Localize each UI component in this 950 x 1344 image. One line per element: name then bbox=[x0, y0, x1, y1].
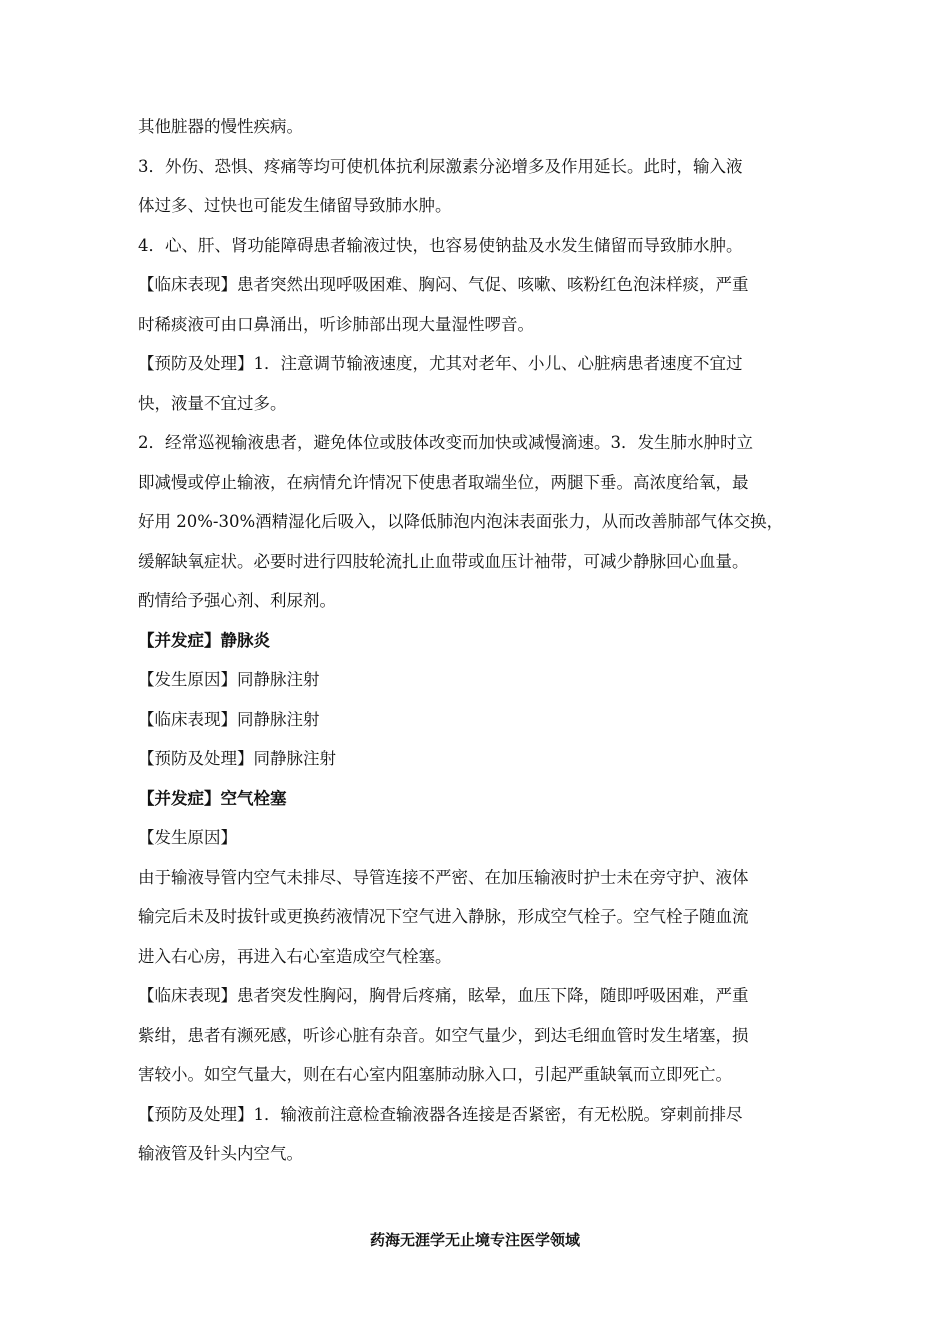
text-line: 快，液量不宜过多。 bbox=[138, 393, 287, 413]
text-line: 【临床表现】同静脉注射 bbox=[138, 709, 320, 729]
text-line: 缓解缺氧症状。必要时进行四肢轮流扎止血带或血压计袖带，可减少静脉回心血量。 bbox=[138, 551, 749, 571]
text-line: 即减慢或停止输液，在病情允许情况下使患者取端坐位，两腿下垂。高浓度给氧，最 bbox=[138, 472, 749, 492]
text-line: 由于输液导管内空气未排尽、导管连接不严密、在加压输液时护士未在旁守护、液体 bbox=[138, 867, 749, 887]
text-line: 【预防及处理】1．输液前注意检查输液器各连接是否紧密，有无松脱。穿刺前排尽 bbox=[138, 1104, 743, 1124]
text-line: 3．外伤、恐惧、疼痛等均可使机体抗利尿激素分泌增多及作用延长。此时，输入液 bbox=[138, 156, 743, 176]
section-heading: 【并发症】静脉炎 bbox=[138, 630, 270, 650]
text-line: 【临床表现】患者突发性胸闷，胸骨后疼痛，眩晕，血压下降，随即呼吸困难，严重 bbox=[138, 986, 749, 1005]
document-body bbox=[138, 107, 818, 1174]
text-line: 输液管及针头内空气。 bbox=[138, 1144, 303, 1163]
text-line: 进入右心房，再进入右心室造成空气栓塞。 bbox=[138, 946, 452, 966]
text-line: 时稀痰液可由口鼻涌出，听诊肺部出现大量湿性啰音。 bbox=[138, 314, 534, 334]
text-line: 好用 20%-30%酒精湿化后吸入，以降低肺泡内泡沫表面张力，从而改善肺部气体交换， bbox=[138, 512, 784, 531]
text-line: 【发生原因】 bbox=[138, 828, 237, 847]
text-line: 2．经常巡视输液患者，避免体位或肢体改变而加快或减慢滴速。3．发生肺水肿时立 bbox=[138, 433, 753, 452]
text-line: 体过多、过快也可能发生储留导致肺水肿。 bbox=[138, 196, 452, 215]
section-heading: 【并发症】空气栓塞 bbox=[138, 788, 287, 808]
text-line: 其他脏器的慢性疾病。 bbox=[138, 117, 303, 136]
text-line: 输完后未及时拔针或更换药液情况下空气进入静脉，形成空气栓子。空气栓子随血流 bbox=[138, 907, 749, 926]
page-footer: 药海无涯学无止境专注医学领域 bbox=[369, 1231, 580, 1249]
text-line: 【预防及处理】1．注意调节输液速度，尤其对老年、小儿、心脏病患者速度不宜过 bbox=[138, 354, 743, 373]
text-line: 酌情给予强心剂、利尿剂。 bbox=[138, 591, 336, 610]
text-line: 害较小。如空气量大，则在右心室内阻塞肺动脉入口，引起严重缺氧而立即死亡。 bbox=[138, 1065, 732, 1084]
text-line: 【预防及处理】同静脉注射 bbox=[138, 749, 336, 768]
text-line: 4．心、肝、肾功能障碍患者输液过快，也容易使钠盐及水发生储留而导致肺水肿。 bbox=[138, 235, 743, 255]
text-line: 紫绀，患者有濒死感，听诊心脏有杂音。如空气量少，到达毛细血管时发生堵塞，损 bbox=[138, 1025, 749, 1045]
text-line: 【发生原因】同静脉注射 bbox=[138, 670, 320, 689]
text-line: 【临床表现】患者突然出现呼吸困难、胸闷、气促、咳嗽、咳粉红色泡沫样痰，严重 bbox=[138, 275, 749, 294]
